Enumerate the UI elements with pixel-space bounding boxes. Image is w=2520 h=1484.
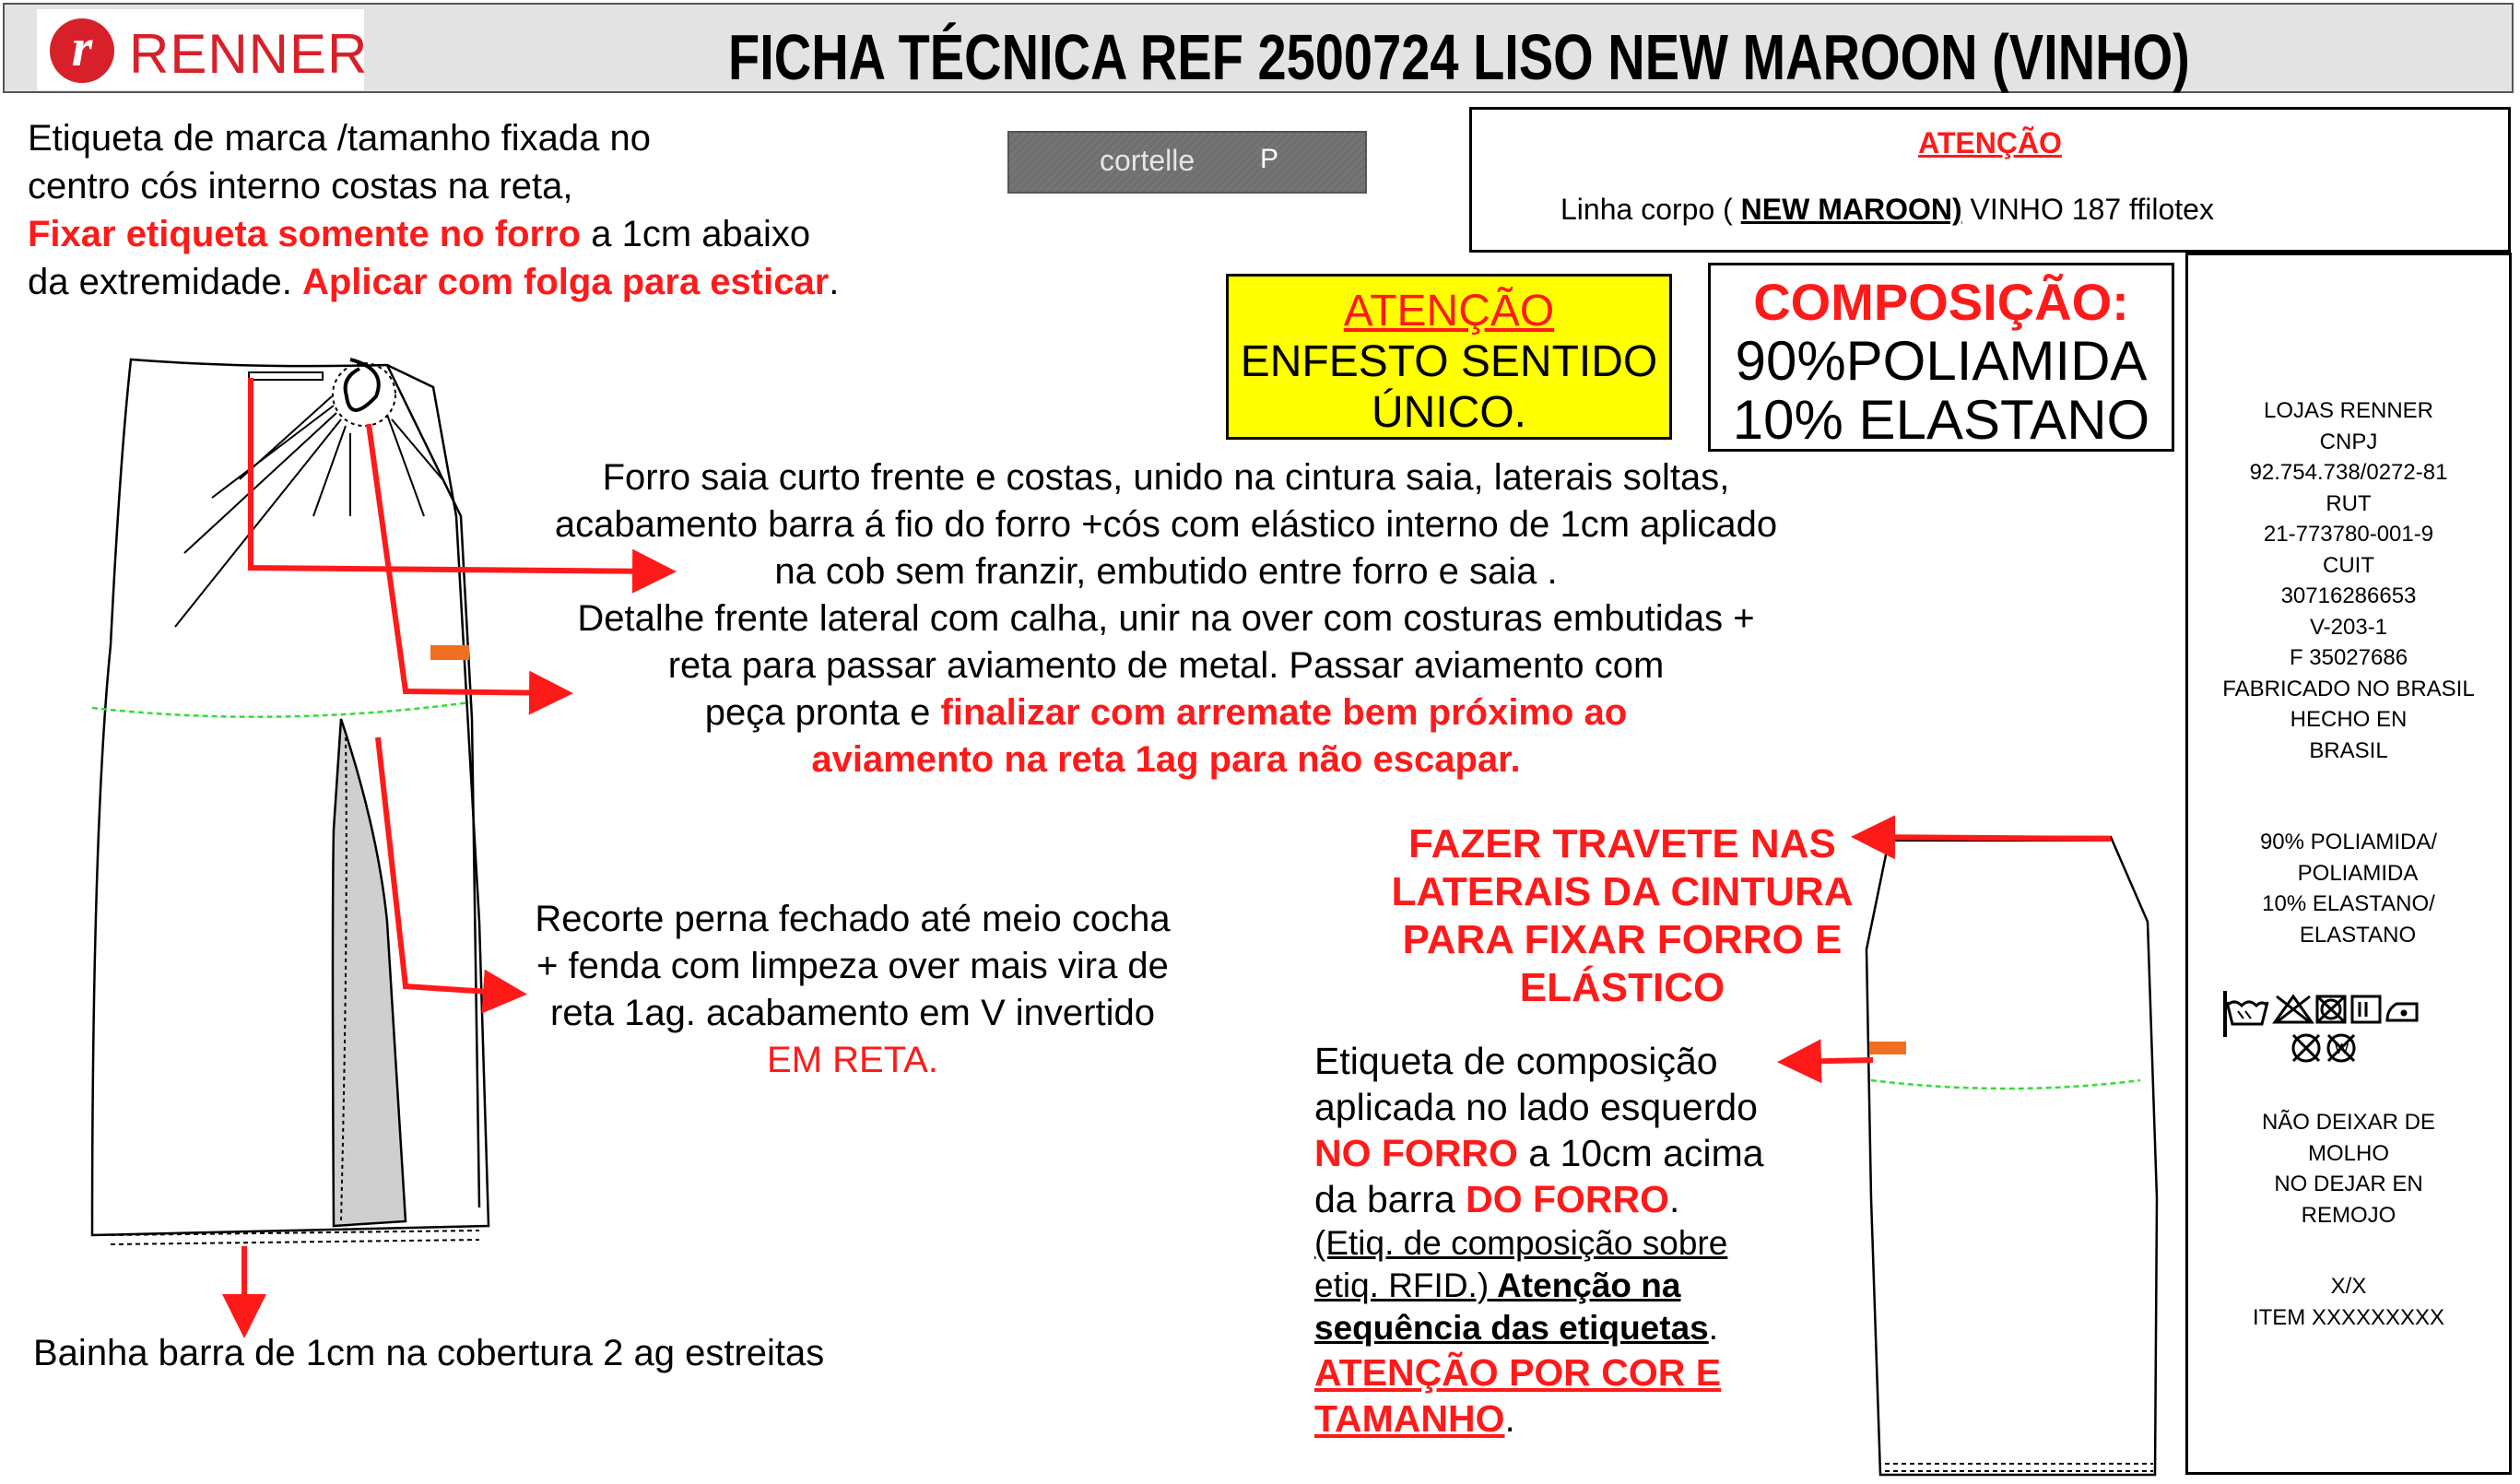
care-label-tab	[430, 645, 469, 660]
tag-line: FABRICADO NO BRASIL	[2222, 676, 2475, 701]
note-line: FAZER TRAVETE NAS	[1408, 821, 1836, 866]
hem-note: Bainha barra de 1cm na cobertura 2 ag estreitas	[33, 1333, 825, 1373]
spread-title: ATENÇÃO	[1343, 287, 1555, 336]
brand-label-mark	[249, 372, 323, 380]
note-text: peça pronta e	[704, 692, 941, 733]
tag-line: POLIAMIDA	[2297, 860, 2419, 886]
note-text: .	[1669, 1178, 1680, 1220]
tag-line: 21-773780-001-9	[2263, 522, 2434, 547]
note-text: .	[1708, 1309, 1719, 1347]
tag-line: REMOJO	[2301, 1202, 2396, 1228]
tag-line: LOJAS RENNER	[2263, 398, 2434, 423]
skirt-front-sketch	[92, 359, 489, 1244]
note-red-text: Aplicar com folga para esticar	[301, 262, 830, 302]
note-line: ELÁSTICO	[1519, 965, 1725, 1010]
skirt-back-outline	[1866, 837, 2157, 1475]
note-text: .	[829, 262, 840, 302]
skirt-front-outline	[92, 359, 489, 1235]
thread-suffix: VINHO 187 ffilotex	[1961, 193, 2214, 226]
annotation-arrows	[244, 378, 2111, 1327]
tag-line: 92.754.738/0272-81	[2249, 460, 2448, 485]
tag-line: BRASIL	[2309, 737, 2388, 763]
note-text: etiq. RFID.)	[1314, 1266, 1490, 1304]
tag-line: CUIT	[2323, 552, 2374, 578]
note-text: a 10cm acima	[1517, 1132, 1764, 1174]
note-red-text: NO FORRO	[1314, 1132, 1518, 1174]
note-line: na cob sem franzir, embutido entre forro e saia .	[774, 551, 1558, 592]
label-brand-text: cortelle	[1100, 144, 1195, 177]
tag-line: MOLHO	[2307, 1140, 2389, 1166]
note-line: PARA FIXAR FORRO E	[1402, 917, 1843, 962]
tag-line: 30716286653	[2280, 583, 2417, 608]
tag-line: HECHO EN	[2290, 707, 2408, 732]
composition-label-tab	[1869, 1042, 1906, 1054]
note-line: aviamento na reta 1ag para não escapar.	[811, 739, 1521, 780]
note-line: Detalhe frente lateral com calha, unir na over com costuras embutidas +	[577, 598, 1755, 639]
note-line: + fenda com limpeza over mais vira de	[536, 946, 1169, 986]
composition-title: COMPOSIÇÃO:	[1753, 273, 2129, 331]
thread-color-name: NEW MAROON)	[1740, 193, 1962, 226]
tag-item: ITEM XXXXXXXXX	[2252, 1304, 2445, 1330]
composition-line: 10% ELASTANO	[1732, 389, 2150, 451]
tag-line: ELASTANO	[2299, 922, 2417, 948]
note-line: aplicada no lado esquerdo	[1314, 1086, 1758, 1128]
tag-line: 90% POLIAMIDA/	[2259, 830, 2438, 854]
note-line: EM RETA.	[767, 1040, 938, 1080]
tag-line: NO DEJAR EN	[2274, 1172, 2423, 1196]
note-text: da barra	[1314, 1178, 1466, 1220]
thread-prefix: Linha corpo (	[1560, 193, 1741, 226]
note-text: a 1cm abaixo	[581, 214, 811, 254]
note-line: Forro saia curto frente e costas, unido na cintura saia, laterais soltas,	[602, 457, 1730, 498]
skirt-back-sketch	[1866, 837, 2157, 1475]
note-red-text: finalizar com arremate bem próximo ao	[940, 692, 1628, 733]
note-text: .	[1504, 1397, 1515, 1440]
tag-size: X/X	[2330, 1274, 2367, 1299]
label-size-text: P	[1260, 144, 1279, 174]
tag-line: F 35027686	[2289, 645, 2408, 670]
note-line: (Etiq. de composição sobre	[1314, 1224, 1728, 1262]
note-line: centro cós interno costas na reta,	[28, 166, 573, 206]
tag-line: 10% ELASTANO/	[2262, 891, 2435, 916]
logo-mark-icon: r	[50, 18, 114, 83]
tag-line: V-203-1	[2309, 614, 2388, 640]
note-line: ATENÇÃO POR COR E	[1314, 1351, 1722, 1394]
tag-line: NÃO DEIXAR DE	[2261, 1110, 2436, 1135]
tag-line: RUT	[2326, 490, 2372, 516]
note-line: Etiqueta de composição	[1314, 1040, 1718, 1082]
note-line: Recorte perna fechado até meio cocha	[535, 899, 1171, 939]
composition-line: 90%POLIAMIDA	[1735, 330, 2148, 392]
note-line: acabamento barra á fio do forro +cós com elástico interno de 1cm aplicado	[554, 504, 1778, 545]
note-line: LATERAIS DA CINTURA	[1391, 869, 1854, 914]
note-bold-text: sequência das etiquetas	[1314, 1309, 1709, 1347]
note-text: da extremidade.	[28, 262, 302, 302]
spread-line: ÚNICO.	[1372, 388, 1526, 437]
bartack-arrow	[1862, 837, 2111, 839]
attention-title: ATENÇÃO	[1918, 126, 2062, 159]
tag-line: CNPJ	[2319, 429, 2378, 454]
note-line: reta 1ag. acabamento em V invertido	[550, 993, 1155, 1033]
note-red-text: DO FORRO	[1466, 1178, 1670, 1220]
svg-text:W: W	[2335, 1042, 2349, 1057]
note-line: Etiqueta de marca /tamanho fixada no	[28, 118, 651, 159]
note-line: reta para passar aviamento de metal. Passar aviamento com	[667, 645, 1665, 686]
note-red-text: TAMANHO	[1314, 1397, 1505, 1440]
spread-line: ENFESTO SENTIDO	[1240, 337, 1658, 386]
composition-label-arrow	[1788, 1060, 1873, 1062]
page-title: FICHA TÉCNICA REF 2500724 LISO NEW MAROON (VINHO)	[728, 21, 2190, 93]
logo-wordmark: RENNER	[129, 23, 369, 85]
note-bold-text: Atenção na	[1489, 1266, 1681, 1304]
note-red-text: Fixar etiqueta somente no forro	[28, 214, 582, 254]
